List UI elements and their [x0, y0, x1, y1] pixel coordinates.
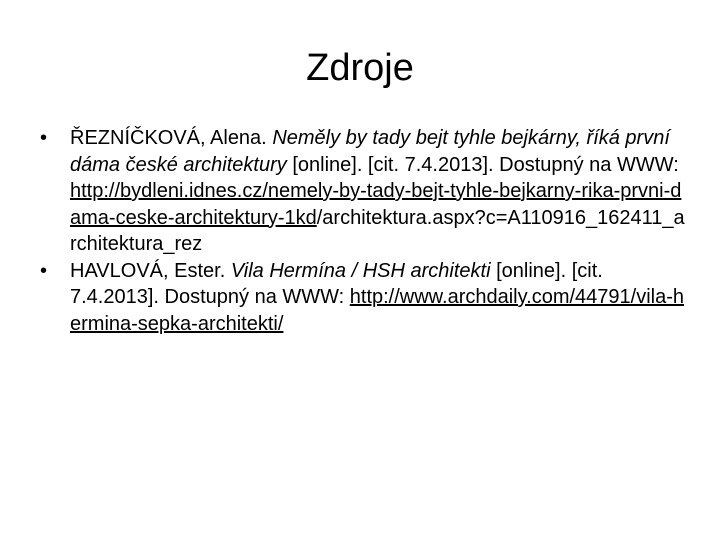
bullet-icon [40, 125, 60, 152]
reference-link-tail: /architektura.aspx?c=A110916_162411_architektura_rez [70, 206, 685, 255]
reference-item [40, 258, 690, 338]
reference-item [40, 125, 690, 258]
reference-author: HAVLOVÁ, Ester. [70, 259, 226, 282]
reference-link[interactable]: http://www.archdaily.com/44791/vila-hermina-sepka-architekti/ [70, 286, 684, 335]
reference-list [40, 125, 690, 337]
reference-link[interactable]: http://bydleni.idnes.cz/nemely-by-tady-bejt-tyhle-bejkarny-rika-prvni-dama-ceske-architektury-1kd [70, 180, 682, 229]
reference-medium: [online]. [cit. 7.4.2013]. Dostupný na WWW: [292, 153, 679, 176]
reference-medium: [online]. [cit. 7.4.2013]. Dostupný na WWW: [70, 259, 603, 308]
slide-title: Zdroje [306, 47, 414, 89]
reference-title: Neměly by tady bejt tyhle bejkárny, říká první dáma české architektury [70, 127, 670, 176]
reference-title: Vila Hermína / HSH architekti [230, 259, 491, 282]
bullet-icon [40, 258, 60, 285]
reference-author: ŘEZNÍČKOVÁ, Alena. [70, 127, 267, 149]
